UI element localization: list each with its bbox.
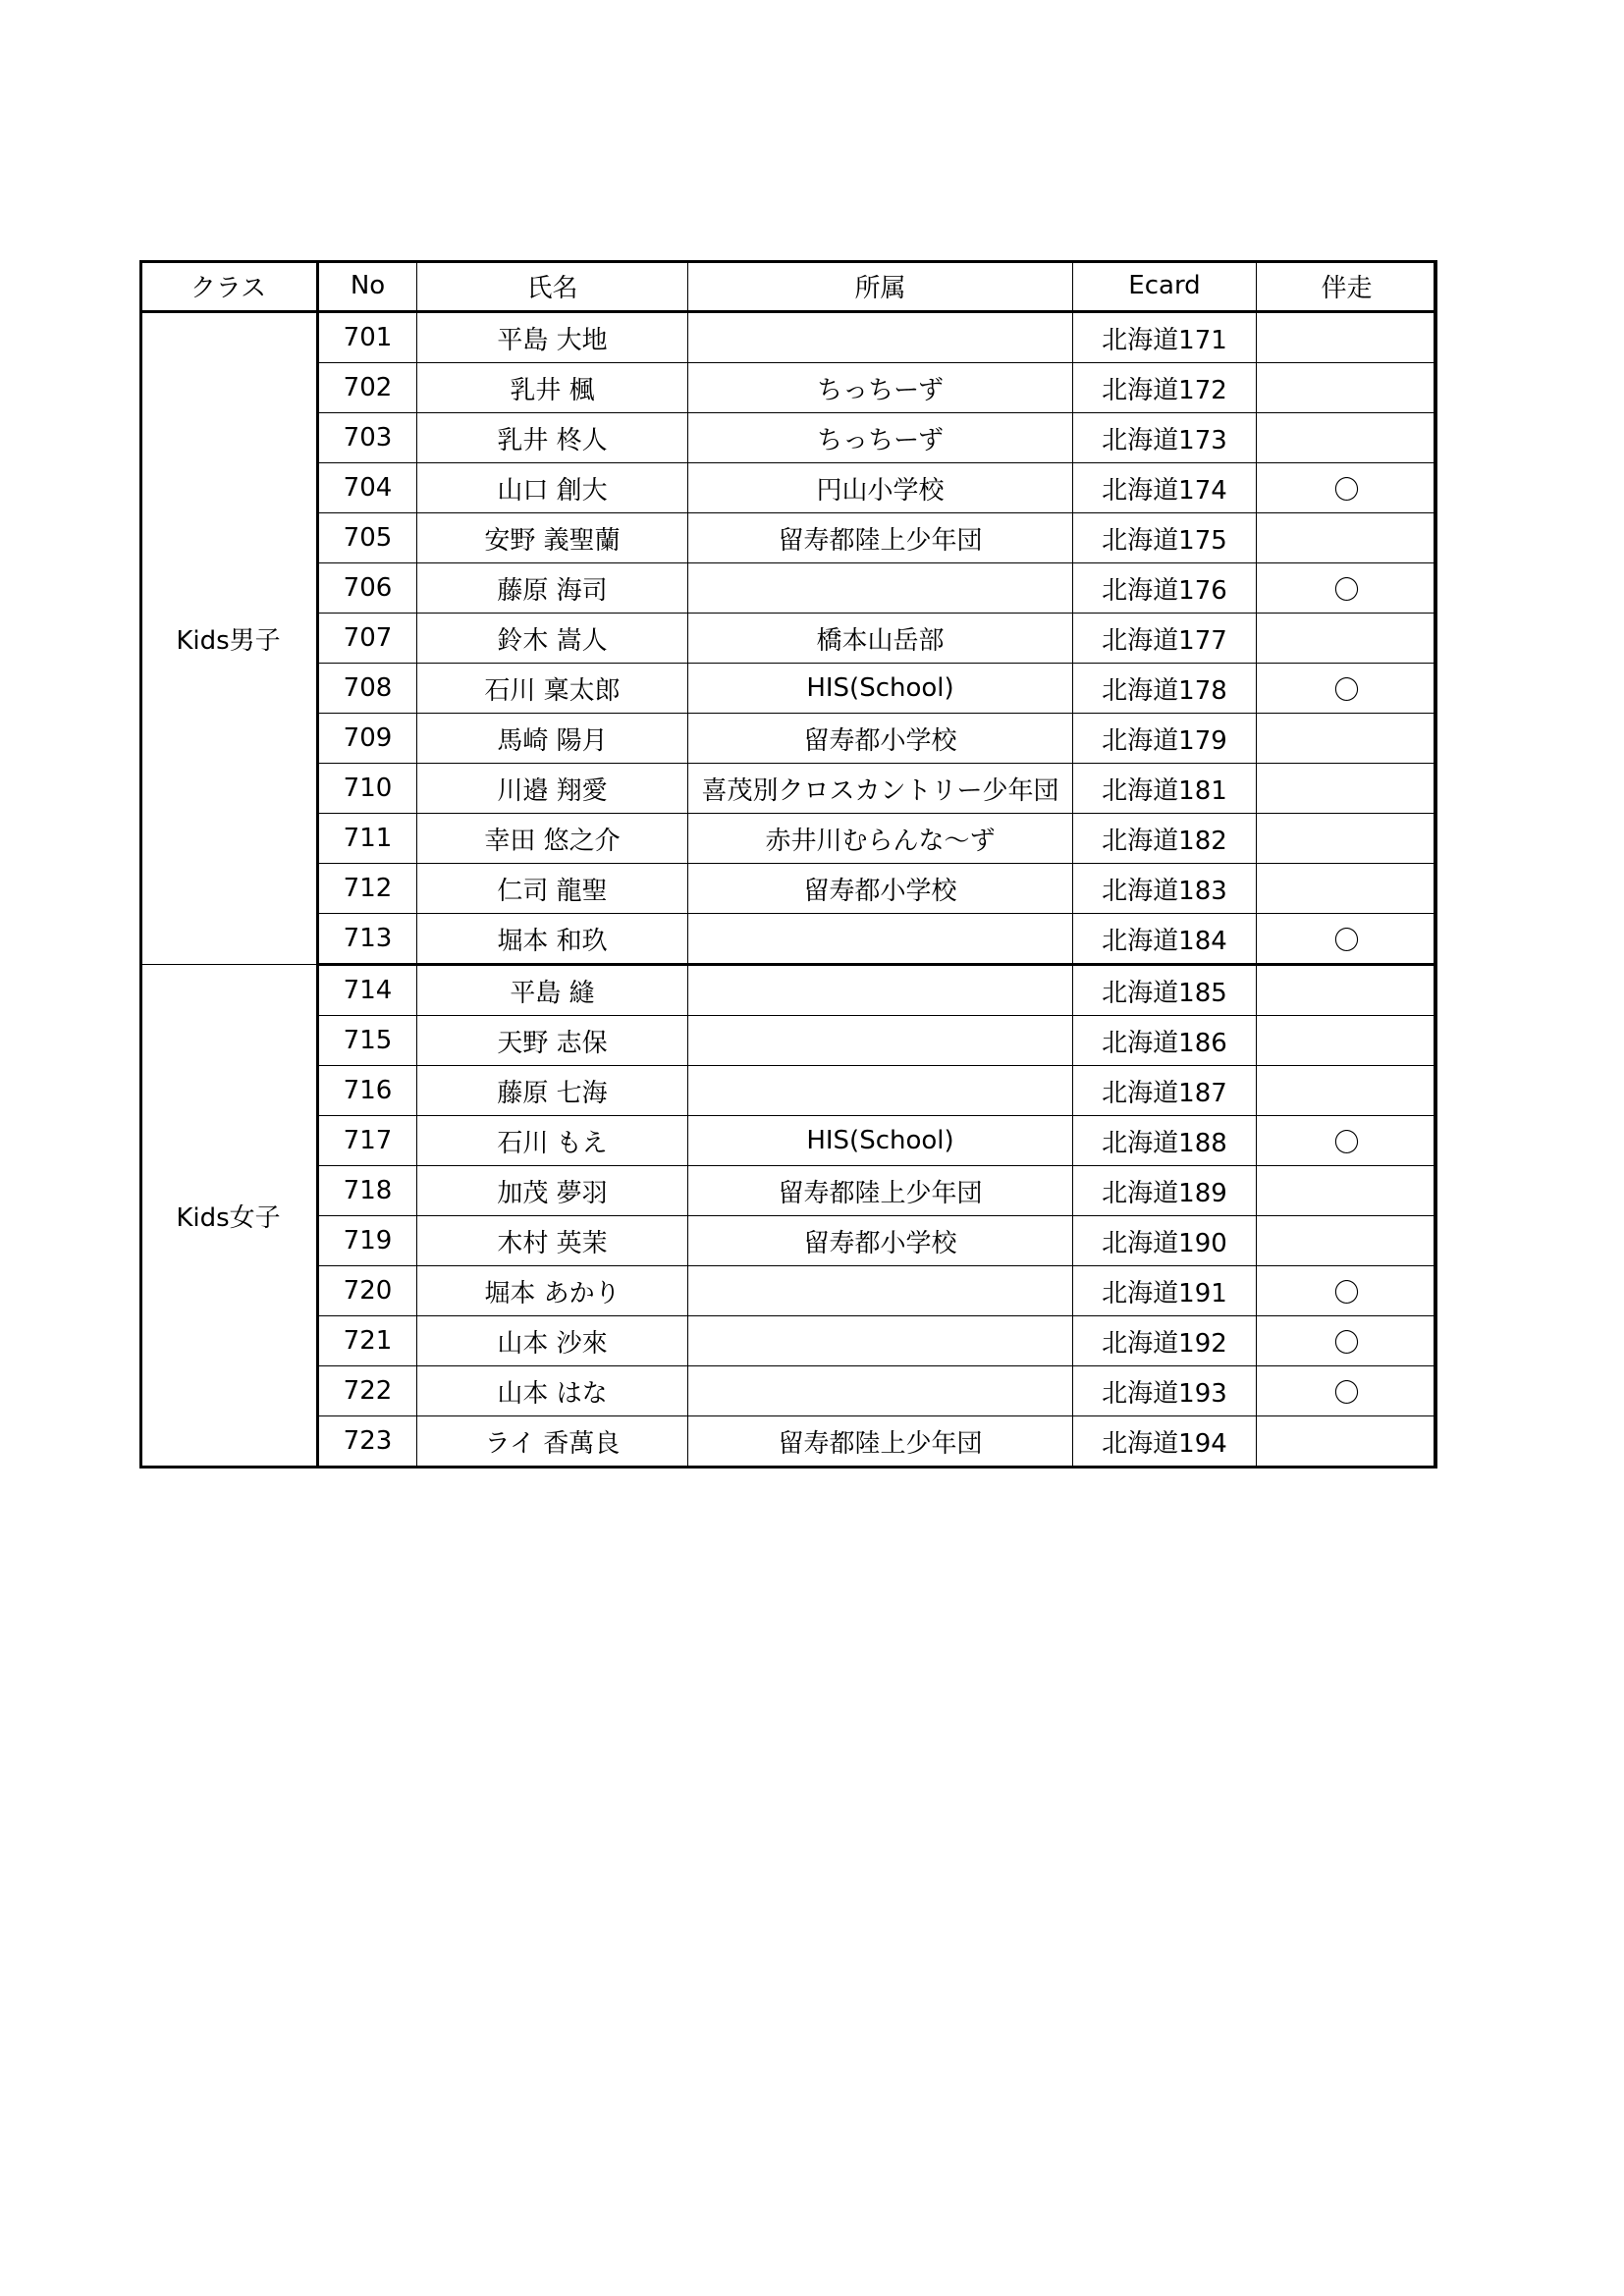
table-row <box>140 1016 1437 1066</box>
cell-name: 木村 英茉 <box>417 1216 688 1266</box>
cell-escort <box>1257 614 1437 664</box>
cell-ecard: 北海道179 <box>1073 714 1257 764</box>
cell-no: 712 <box>318 864 417 914</box>
cell-no: 707 <box>318 614 417 664</box>
cell-escort <box>1257 1066 1437 1116</box>
cell-no: 703 <box>318 413 417 463</box>
cell-escort <box>1257 1166 1437 1216</box>
cell-name: 仁司 龍聖 <box>417 864 688 914</box>
cell-ecard: 北海道191 <box>1073 1266 1257 1316</box>
header-escort: 伴走 <box>1257 261 1437 312</box>
cell-ecard: 北海道193 <box>1073 1366 1257 1416</box>
cell-escort: 〇 <box>1257 914 1437 965</box>
table-row <box>140 363 1437 413</box>
cell-no: 706 <box>318 563 417 614</box>
cell-affiliation: ちっちーず <box>688 363 1073 413</box>
cell-no: 719 <box>318 1216 417 1266</box>
cell-no: 720 <box>318 1266 417 1316</box>
cell-escort: 〇 <box>1257 1116 1437 1166</box>
table-row <box>140 463 1437 513</box>
cell-no: 715 <box>318 1016 417 1066</box>
cell-affiliation <box>688 1366 1073 1416</box>
cell-escort <box>1257 513 1437 563</box>
cell-ecard: 北海道192 <box>1073 1316 1257 1366</box>
cell-affiliation: 喜茂別クロスカントリー少年団 <box>688 764 1073 814</box>
cell-ecard: 北海道172 <box>1073 363 1257 413</box>
cell-ecard: 北海道194 <box>1073 1416 1257 1468</box>
cell-name: 石川 もえ <box>417 1116 688 1166</box>
cell-ecard: 北海道188 <box>1073 1116 1257 1166</box>
cell-no: 708 <box>318 664 417 714</box>
cell-no: 704 <box>318 463 417 513</box>
cell-ecard: 北海道183 <box>1073 864 1257 914</box>
class-cell: Kids男子 <box>140 312 318 965</box>
table-row <box>140 513 1437 563</box>
cell-affiliation <box>688 312 1073 363</box>
cell-no: 710 <box>318 764 417 814</box>
cell-no: 711 <box>318 814 417 864</box>
table-row <box>140 965 1437 1016</box>
cell-ecard: 北海道178 <box>1073 664 1257 714</box>
cell-name: ライ 香萬良 <box>417 1416 688 1468</box>
cell-affiliation: 留寿都小学校 <box>688 864 1073 914</box>
table-row <box>140 312 1437 363</box>
cell-ecard: 北海道177 <box>1073 614 1257 664</box>
cell-escort <box>1257 363 1437 413</box>
cell-name: 乳井 楓 <box>417 363 688 413</box>
table-row <box>140 1266 1437 1316</box>
cell-escort: 〇 <box>1257 1316 1437 1366</box>
cell-affiliation <box>688 1016 1073 1066</box>
table-row <box>140 1116 1437 1166</box>
cell-no: 701 <box>318 312 417 363</box>
cell-ecard: 北海道182 <box>1073 814 1257 864</box>
cell-escort <box>1257 1016 1437 1066</box>
table-body <box>140 312 1437 1468</box>
header-class: クラス <box>140 261 318 312</box>
header-name: 氏名 <box>417 261 688 312</box>
cell-affiliation <box>688 914 1073 965</box>
cell-affiliation: ちっちーず <box>688 413 1073 463</box>
cell-name: 山本 はな <box>417 1366 688 1416</box>
table-row <box>140 1066 1437 1116</box>
cell-escort: 〇 <box>1257 664 1437 714</box>
header-affiliation: 所属 <box>688 261 1073 312</box>
cell-name: 藤原 海司 <box>417 563 688 614</box>
cell-no: 723 <box>318 1416 417 1468</box>
table-row <box>140 614 1437 664</box>
cell-name: 川邉 翔愛 <box>417 764 688 814</box>
cell-escort <box>1257 714 1437 764</box>
cell-ecard: 北海道176 <box>1073 563 1257 614</box>
cell-ecard: 北海道173 <box>1073 413 1257 463</box>
cell-affiliation <box>688 1316 1073 1366</box>
cell-ecard: 北海道184 <box>1073 914 1257 965</box>
header-ecard: Ecard <box>1073 261 1257 312</box>
table-row <box>140 563 1437 614</box>
table-row <box>140 413 1437 463</box>
cell-ecard: 北海道186 <box>1073 1016 1257 1066</box>
class-cell: Kids女子 <box>140 965 318 1468</box>
cell-escort <box>1257 1416 1437 1468</box>
cell-name: 堀本 あかり <box>417 1266 688 1316</box>
cell-affiliation: 赤井川むらんな〜ず <box>688 814 1073 864</box>
header-row <box>140 261 1437 312</box>
cell-ecard: 北海道185 <box>1073 965 1257 1016</box>
cell-name: 加茂 夢羽 <box>417 1166 688 1216</box>
table-header <box>140 261 1437 312</box>
table-row <box>140 1166 1437 1216</box>
table-row <box>140 664 1437 714</box>
cell-affiliation: 橋本山岳部 <box>688 614 1073 664</box>
table-row <box>140 1216 1437 1266</box>
cell-escort <box>1257 814 1437 864</box>
table-row <box>140 764 1437 814</box>
cell-affiliation: 留寿都小学校 <box>688 714 1073 764</box>
cell-escort: 〇 <box>1257 563 1437 614</box>
header-no: No <box>318 261 417 312</box>
cell-escort <box>1257 413 1437 463</box>
table-row <box>140 714 1437 764</box>
cell-no: 716 <box>318 1066 417 1116</box>
cell-ecard: 北海道174 <box>1073 463 1257 513</box>
table-row <box>140 1316 1437 1366</box>
cell-ecard: 北海道175 <box>1073 513 1257 563</box>
table-row <box>140 864 1437 914</box>
cell-escort <box>1257 312 1437 363</box>
cell-ecard: 北海道171 <box>1073 312 1257 363</box>
cell-name: 山本 沙來 <box>417 1316 688 1366</box>
cell-escort <box>1257 764 1437 814</box>
cell-name: 乳井 柊人 <box>417 413 688 463</box>
table-row <box>140 1366 1437 1416</box>
cell-escort: 〇 <box>1257 463 1437 513</box>
cell-ecard: 北海道181 <box>1073 764 1257 814</box>
cell-name: 藤原 七海 <box>417 1066 688 1116</box>
cell-affiliation <box>688 1066 1073 1116</box>
cell-name: 山口 創大 <box>417 463 688 513</box>
cell-no: 717 <box>318 1116 417 1166</box>
cell-affiliation: 留寿都陸上少年団 <box>688 1166 1073 1216</box>
cell-no: 721 <box>318 1316 417 1366</box>
cell-name: 馬崎 陽月 <box>417 714 688 764</box>
cell-no: 722 <box>318 1366 417 1416</box>
cell-no: 702 <box>318 363 417 413</box>
cell-no: 713 <box>318 914 417 965</box>
cell-affiliation: 留寿都小学校 <box>688 1216 1073 1266</box>
cell-affiliation: 円山小学校 <box>688 463 1073 513</box>
table-row <box>140 814 1437 864</box>
cell-name: 堀本 和玖 <box>417 914 688 965</box>
cell-affiliation: HIS(School) <box>688 1116 1073 1166</box>
cell-affiliation <box>688 563 1073 614</box>
cell-escort <box>1257 1216 1437 1266</box>
table-row <box>140 914 1437 965</box>
cell-affiliation: HIS(School) <box>688 664 1073 714</box>
cell-name: 安野 義聖蘭 <box>417 513 688 563</box>
cell-ecard: 北海道189 <box>1073 1166 1257 1216</box>
cell-name: 平島 縫 <box>417 965 688 1016</box>
table-row <box>140 1416 1437 1468</box>
cell-affiliation: 留寿都陸上少年団 <box>688 513 1073 563</box>
cell-affiliation <box>688 1266 1073 1316</box>
entry-list-table <box>139 260 1437 1468</box>
cell-name: 幸田 悠之介 <box>417 814 688 864</box>
cell-name: 平島 大地 <box>417 312 688 363</box>
cell-ecard: 北海道187 <box>1073 1066 1257 1116</box>
cell-no: 709 <box>318 714 417 764</box>
cell-escort: 〇 <box>1257 1366 1437 1416</box>
cell-ecard: 北海道190 <box>1073 1216 1257 1266</box>
cell-affiliation <box>688 965 1073 1016</box>
cell-escort <box>1257 965 1437 1016</box>
cell-no: 705 <box>318 513 417 563</box>
cell-no: 714 <box>318 965 417 1016</box>
cell-affiliation: 留寿都陸上少年団 <box>688 1416 1073 1468</box>
cell-no: 718 <box>318 1166 417 1216</box>
cell-name: 鈴木 嵩人 <box>417 614 688 664</box>
cell-name: 石川 稟太郎 <box>417 664 688 714</box>
cell-escort <box>1257 864 1437 914</box>
cell-escort: 〇 <box>1257 1266 1437 1316</box>
cell-name: 天野 志保 <box>417 1016 688 1066</box>
